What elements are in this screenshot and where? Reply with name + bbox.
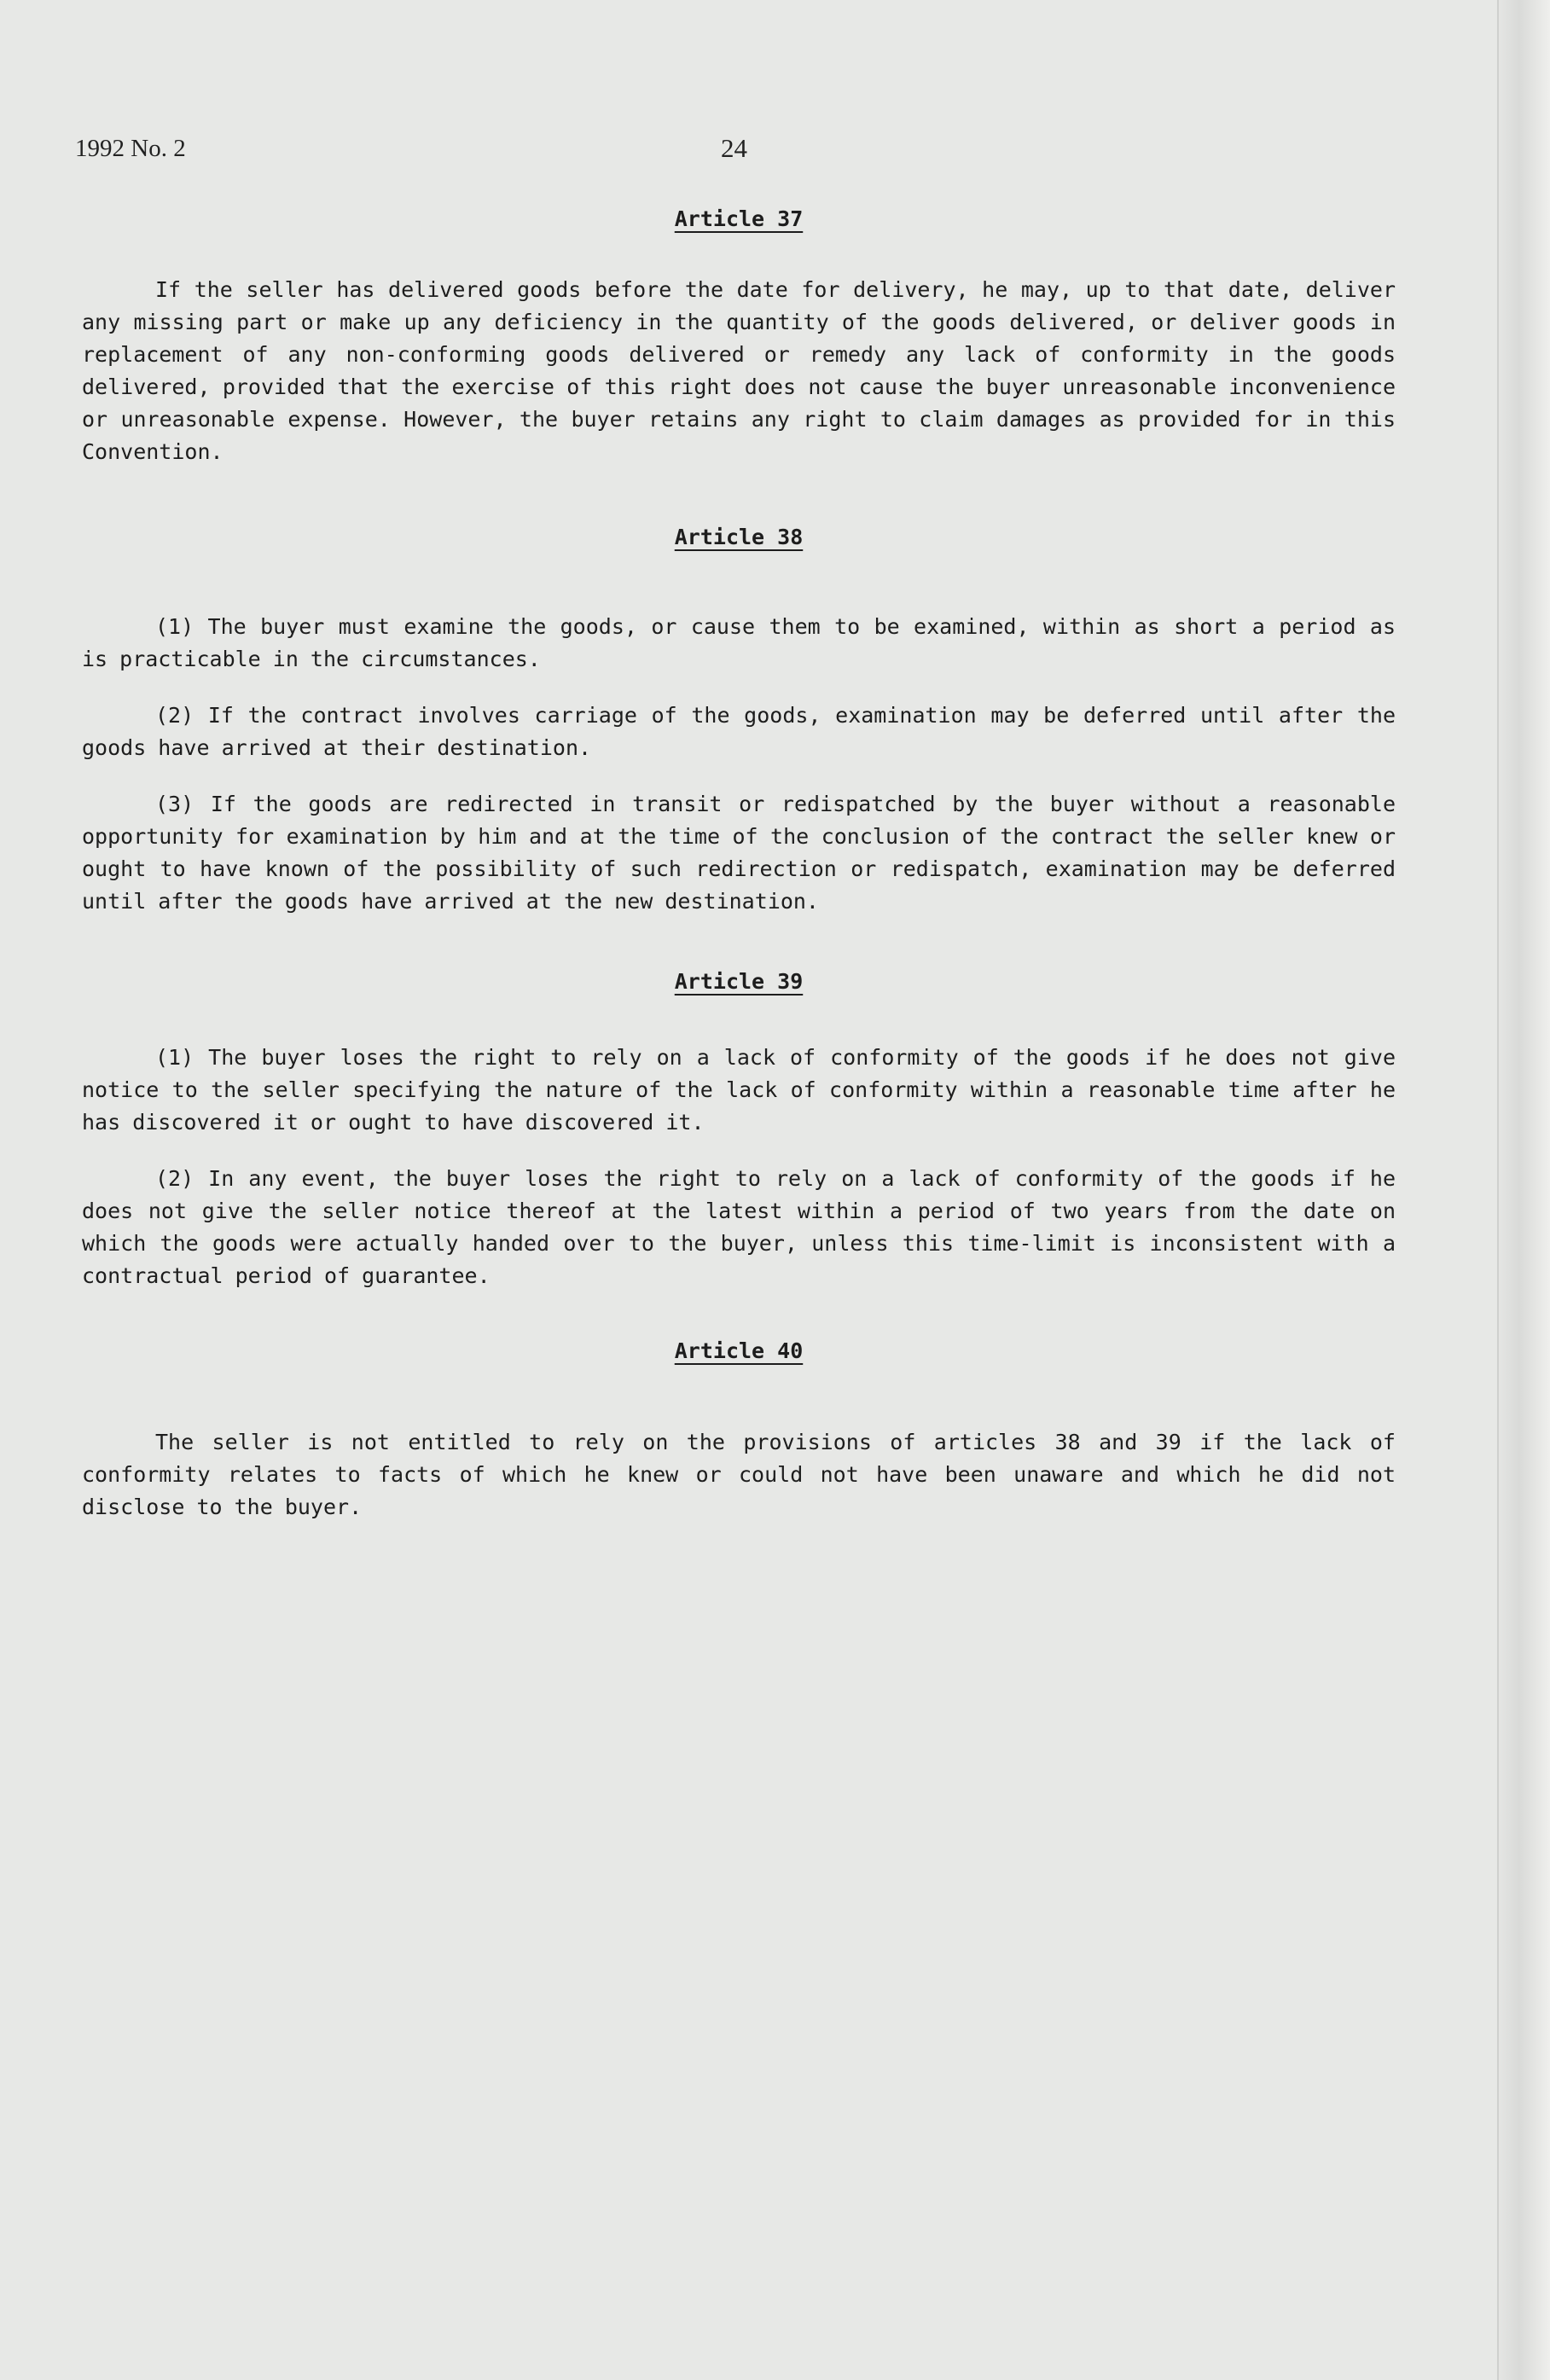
article-39-paragraph-1: (1) The buyer loses the right to rely on a lack of conformity of the goods if he does not give notice to the seller specifying the nature of the lack of conformity within a reasonable time after he has discovered it or ought to have discovered it.: [82, 1045, 1396, 1135]
article-38-paragraph-1: (1) The buyer must examine the goods, or cause them to be examined, within as short a period as is practicable in the circumstances.: [82, 614, 1396, 671]
article-37-paragraph: If the seller has delivered goods before the date for delivery, he may, up to that date, deliver any missing part or make up any deficiency in the quantity of the goods delivered, or deliver goods in replacement of any non-conforming goods delivered or remedy any lack of conformity in the goods delivered, provided that the exercise of this right does not cause the buyer unreasonable inconvenience or unreasonable expense. However, the buyer retains any right to claim damages as provided for in this Convention.: [82, 277, 1396, 464]
article-37-heading: Article 37: [674, 206, 804, 231]
article-40-paragraph: The seller is not entitled to rely on the provisions of articles 38 and 39 if the lack of conformity relates to facts of which he knew or could not have been unaware and which he did not disclose to the buyer.: [82, 1430, 1396, 1519]
page-number: 24: [721, 133, 747, 163]
document-body: [82, 194, 1396, 1524]
article-38-paragraph-3: (3) If the goods are redirected in transit or redispatched by the buyer without a reasonable opportunity for examination by him and at the time of the conclusion of the contract the seller knew or ought to have known of the possibility of such redirection or redispatch, examination may be deferred until after the goods have arrived at the new destination.: [82, 792, 1396, 914]
article-39-paragraph-2: (2) In any event, the buyer loses the right to rely on a lack of conformity of the goods if he does not give the seller notice thereof at the latest within a period of two years from the date on which the goods were actually handed over to the buyer, unless this time-limit is inconsistent with a contractual period of guarantee.: [82, 1166, 1396, 1288]
article-40-heading: Article 40: [674, 1338, 804, 1363]
running-header: 1992 No. 2: [75, 135, 186, 162]
article-39-heading: Article 39: [674, 969, 804, 994]
article-38-heading: Article 38: [674, 525, 804, 549]
page-edge-shadow: [1497, 0, 1550, 2380]
article-38-paragraph-2: (2) If the contract involves carriage of the goods, examination may be deferred until after the goods have arrived at their destination.: [82, 703, 1396, 760]
